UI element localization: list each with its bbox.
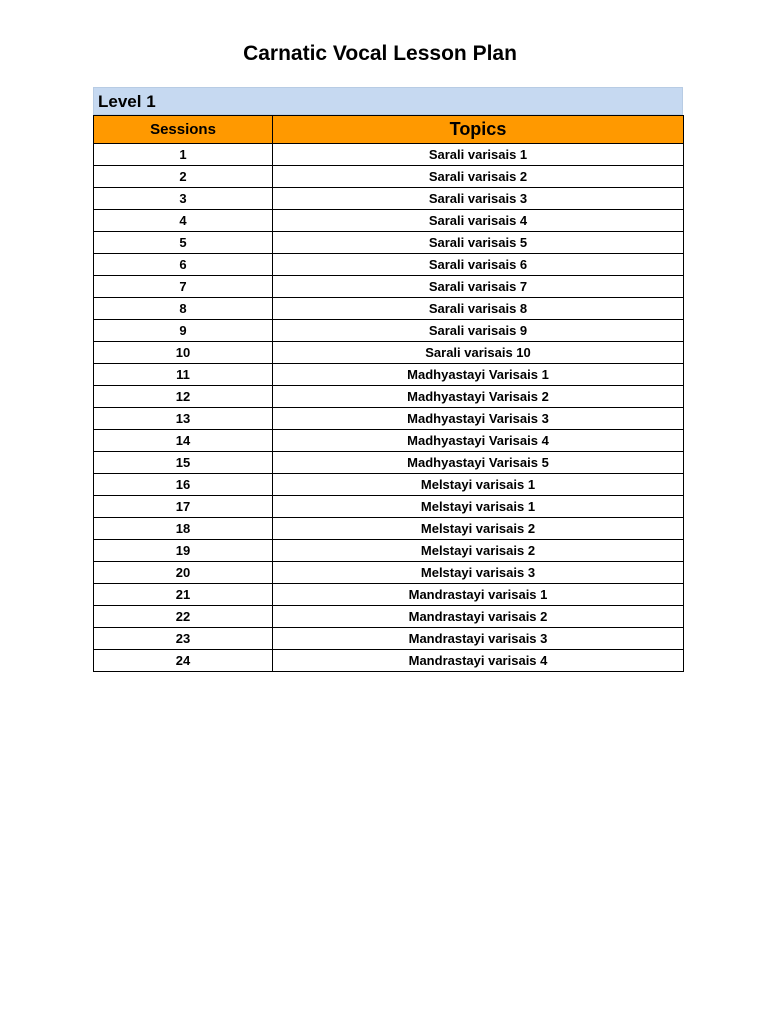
table-row [94,320,684,342]
table-row [94,584,684,606]
table-row [94,540,684,562]
session-number-cell: 6 [94,254,273,276]
topic-cell: Sarali varisais 1 [273,144,684,166]
session-number-cell: 1 [94,144,273,166]
topic-cell: Melstayi varisais 1 [273,496,684,518]
session-number-cell: 5 [94,232,273,254]
table-row [94,430,684,452]
session-number-cell: 18 [94,518,273,540]
table-row [94,298,684,320]
session-number-cell: 22 [94,606,273,628]
topic-cell: Sarali varisais 5 [273,232,684,254]
session-number-cell: 15 [94,452,273,474]
topic-cell: Mandrastayi varisais 2 [273,606,684,628]
topic-cell: Mandrastayi varisais 3 [273,628,684,650]
topic-cell: Sarali varisais 2 [273,166,684,188]
topic-cell: Madhyastayi Varisais 5 [273,452,684,474]
topic-cell: Sarali varisais 6 [273,254,684,276]
session-number-cell: 16 [94,474,273,496]
table-row [94,606,684,628]
table-row [94,474,684,496]
topic-cell: Sarali varisais 8 [273,298,684,320]
session-number-cell: 17 [94,496,273,518]
table-row [94,518,684,540]
topics-column-header: Topics [273,116,684,144]
session-number-cell: 19 [94,540,273,562]
topic-cell: Madhyastayi Varisais 4 [273,430,684,452]
table-row [94,496,684,518]
table-row [94,276,684,298]
level-heading: Level 1 [93,87,683,115]
session-number-cell: 2 [94,166,273,188]
session-number-cell: 7 [94,276,273,298]
topic-cell: Madhyastayi Varisais 3 [273,408,684,430]
session-number-cell: 20 [94,562,273,584]
topic-cell: Melstayi varisais 2 [273,518,684,540]
topic-cell: Melstayi varisais 1 [273,474,684,496]
table-row [94,342,684,364]
topic-cell: Sarali varisais 3 [273,188,684,210]
table-row [94,452,684,474]
table-row [94,166,684,188]
table-row [94,188,684,210]
session-number-cell: 11 [94,364,273,386]
table-row [94,210,684,232]
topic-cell: Madhyastayi Varisais 2 [273,386,684,408]
session-number-cell: 12 [94,386,273,408]
topic-cell: Mandrastayi varisais 4 [273,650,684,672]
table-row [94,408,684,430]
lesson-rows [94,144,684,672]
session-number-cell: 3 [94,188,273,210]
topic-cell: Mandrastayi varisais 1 [273,584,684,606]
table-row [94,144,684,166]
table-row [94,628,684,650]
table-row [94,562,684,584]
topic-cell: Sarali varisais 10 [273,342,684,364]
topic-cell: Madhyastayi Varisais 1 [273,364,684,386]
session-number-cell: 13 [94,408,273,430]
table-row [94,254,684,276]
topic-cell: Melstayi varisais 2 [273,540,684,562]
session-number-cell: 24 [94,650,273,672]
table-row [94,232,684,254]
session-number-cell: 14 [94,430,273,452]
lesson-plan-sheet [93,87,683,672]
topic-cell: Sarali varisais 9 [273,320,684,342]
table-row [94,386,684,408]
topic-cell: Melstayi varisais 3 [273,562,684,584]
session-number-cell: 8 [94,298,273,320]
session-number-cell: 21 [94,584,273,606]
session-number-cell: 4 [94,210,273,232]
topic-cell: Sarali varisais 4 [273,210,684,232]
table-row [94,650,684,672]
page-title: Carnatic Vocal Lesson Plan [243,42,517,65]
lesson-table [93,115,684,672]
session-number-cell: 23 [94,628,273,650]
session-number-cell: 9 [94,320,273,342]
session-number-cell: 10 [94,342,273,364]
sessions-column-header: Sessions [94,116,273,144]
table-header-row [94,116,684,144]
topic-cell: Sarali varisais 7 [273,276,684,298]
table-row [94,364,684,386]
